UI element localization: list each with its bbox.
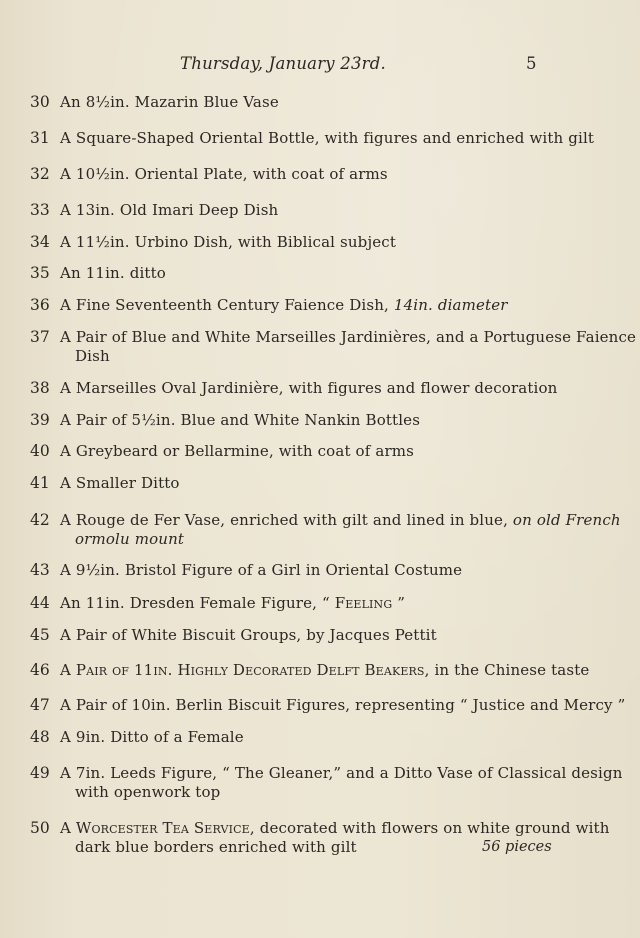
lot-description: A Pair of 5½in. Blue and White Nankin Bottles [60,411,421,429]
lot-number: 32 [30,165,50,183]
lot-number: 30 [30,93,50,111]
lot-number: 45 [30,626,50,644]
lot-description [60,661,590,679]
lot-description: A Pair of Blue and White Marseilles Jardinières, and a Portuguese Faience [60,328,637,346]
lot-italic-note: on old French [512,511,621,529]
lot-number: 48 [30,728,50,746]
lot-description: A Greybeard or Bellarmine, with coat of arms [60,442,414,460]
lot-text: A Fine Seventeenth Century Faience Dish, [60,296,394,314]
lot-small-caps: Worcester Tea Service [75,819,250,837]
lot-description-continuation: dark blue borders enriched with gilt [75,838,357,856]
lot-number: 46 [30,661,50,679]
lot-italic-note: 14in. diameter [393,296,508,314]
lot-number: 44 [30,594,50,612]
lot-text: A [60,819,76,837]
lot-description: An 8½in. Mazarin Blue Vase [60,93,279,111]
lot-description: An 11in. ditto [60,264,166,282]
lot-number: 41 [30,474,50,492]
lot-description: A Marseilles Oval Jardinière, with figures and flower decoration [60,379,558,397]
lot-text-after: , in the Chinese taste [424,661,590,679]
lot-text: A Rouge de Fer Vase, enriched with gilt and lined in blue, [60,511,513,529]
lot-number: 31 [30,129,50,147]
lot-number: 47 [30,696,50,714]
lot-description: A 9½in. Bristol Figure of a Girl in Oriental Costume [60,561,463,579]
lot-number: 42 [30,511,50,529]
lot-number: 39 [30,411,50,429]
lot-description: A Pair of White Biscuit Groups, by Jacques Pettit [60,626,437,644]
lot-description: A 9in. Ditto of a Female [60,728,244,746]
lot-small-caps: Feeling [334,594,393,612]
lot-number: 50 [30,819,50,837]
lot-number: 35 [30,264,50,282]
lot-description-continuation: with openwork top [75,783,221,801]
lot-description: A Smaller Ditto [60,474,180,492]
lot-text-after: ” [392,594,406,612]
lot-text: An 11in. Dresden Female Figure, “ [60,594,335,612]
lot-number: 43 [30,561,50,579]
page-number: 5 [526,54,537,73]
lot-description [60,296,540,314]
lot-description: A Pair of 10in. Berlin Biscuit Figures, representing “ Justice and Mercy ” [60,696,626,714]
lot-description-continuation: Dish [75,347,110,365]
lot-number: 37 [30,328,50,346]
lot-description: A 10½in. Oriental Plate, with coat of arms [60,165,388,183]
lot-text: A [60,661,76,679]
lot-description: A 13in. Old Imari Deep Dish [60,201,279,219]
lot-description-continuation: ormolu mount [75,530,185,548]
page-title: Thursday, January 23rd. [180,54,386,73]
lot-number: 36 [30,296,50,314]
lot-description [60,594,540,612]
lot-number: 49 [30,764,50,782]
lot-number: 40 [30,442,50,460]
lot-description [60,819,610,837]
lot-number: 38 [30,379,50,397]
lot-description: A Square-Shaped Oriental Bottle, with figures and enriched with gilt [60,129,595,147]
lot-description: A 11½in. Urbino Dish, with Biblical subject [60,233,396,251]
lot-description: A 7in. Leeds Figure, “ The Gleaner,” and a Ditto Vase of Classical design [60,764,623,782]
lot-number: 33 [30,201,50,219]
lot-text-after: , decorated with flowers on white ground with [249,819,610,837]
lot-description [60,511,621,529]
lot-quantity-note: 56 pieces [482,839,552,855]
lot-number: 34 [30,233,50,251]
page-header [0,54,640,78]
lot-small-caps: Pair of 11in. Highly Decorated Delft Beakers [75,661,425,679]
